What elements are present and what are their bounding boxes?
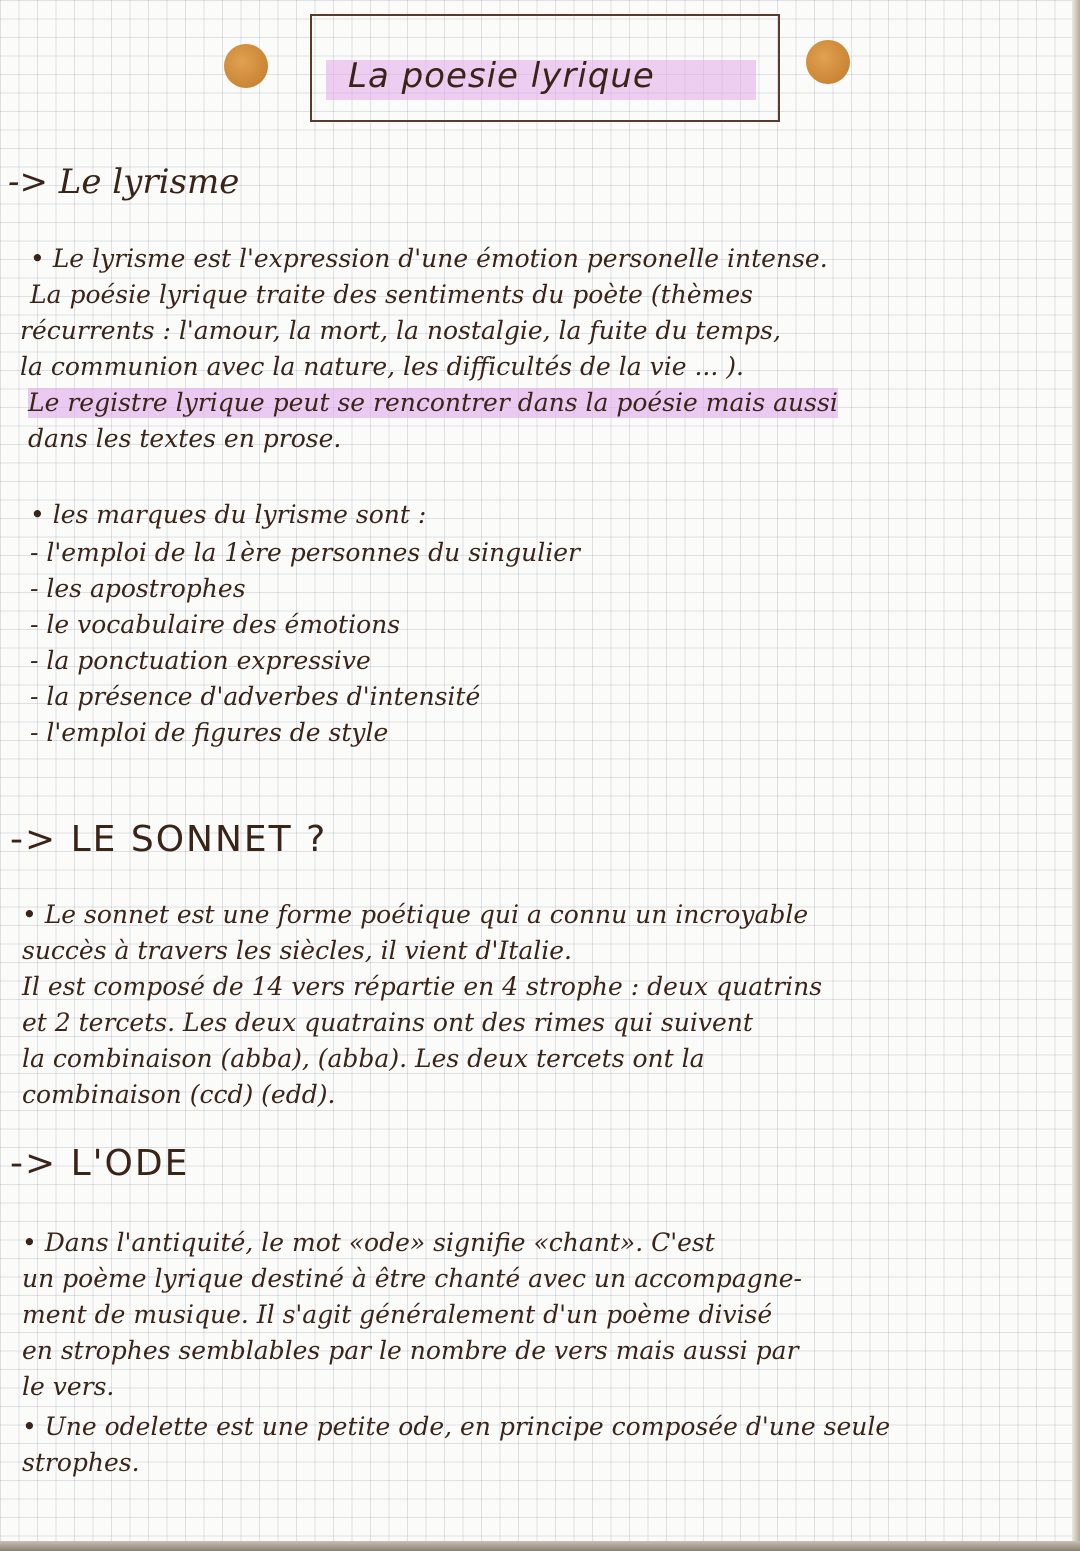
ode-line-2: un poème lyrique destiné à être chanté avec un accompagne- bbox=[22, 1264, 802, 1293]
sonnet-line-1: • Le sonnet est une forme poétique qui a connu un incroyable bbox=[22, 900, 809, 929]
marks-item-5: - la présence d'adverbes d'intensité bbox=[30, 682, 481, 711]
marks-item-2: - les apostrophes bbox=[30, 574, 246, 603]
binder-hole-left-icon bbox=[224, 44, 268, 88]
sonnet-line-6: combinaison (ccd) (edd). bbox=[22, 1080, 336, 1109]
sonnet-line-3: Il est composé de 14 vers répartie en 4 strophe : deux quatrins bbox=[22, 972, 823, 1001]
ode-line-1: • Dans l'antiquité, le mot «ode» signifie «chant». C'est bbox=[22, 1228, 715, 1257]
ode-line-3: ment de musique. Il s'agit généralement d'un poème divisé bbox=[22, 1300, 773, 1329]
marks-item-4: - la ponctuation expressive bbox=[30, 646, 371, 675]
page-bottom-edge bbox=[0, 1541, 1080, 1551]
title-box bbox=[310, 14, 780, 122]
section-heading-ode: -> L'ODE bbox=[10, 1143, 190, 1184]
section-heading-lyrisme: -> Le lyrisme bbox=[8, 162, 240, 202]
marks-item-1: - l'emploi de la 1ère personnes du singulier bbox=[30, 538, 580, 567]
ode-line-5: le vers. bbox=[22, 1372, 115, 1401]
ode-line-6: • Une odelette est une petite ode, en principe composée d'une seule bbox=[22, 1412, 891, 1441]
lyrisme-line-3: récurrents : l'amour, la mort, la nostalgie, la fuite du temps, bbox=[20, 316, 781, 345]
marks-item-6: - l'emploi de figures de style bbox=[30, 718, 389, 747]
page-title: La poesie lyrique bbox=[348, 56, 655, 96]
sonnet-line-5: la combinaison (abba), (abba). Les deux tercets ont la bbox=[22, 1044, 705, 1073]
lyrisme-line-1: • Le lyrisme est l'expression d'une émotion personelle intense. bbox=[30, 244, 828, 273]
section-heading-sonnet: -> LE SONNET ? bbox=[10, 819, 328, 860]
ode-line-4: en strophes semblables par le nombre de vers mais aussi par bbox=[22, 1336, 799, 1365]
lyrisme-line-6: dans les textes en prose. bbox=[28, 424, 342, 453]
sonnet-line-4: et 2 tercets. Les deux quatrains ont des rimes qui suivent bbox=[22, 1008, 753, 1037]
marks-intro: • les marques du lyrisme sont : bbox=[30, 500, 427, 529]
marks-item-3: - le vocabulaire des émotions bbox=[30, 610, 401, 639]
page-edge bbox=[1072, 0, 1080, 1551]
lyrisme-line-4: la communion avec la nature, les difficultés de la vie ... ). bbox=[20, 352, 744, 381]
ode-line-7: strophes. bbox=[22, 1448, 140, 1477]
sonnet-line-2: succès à travers les siècles, il vient d'Italie. bbox=[22, 936, 572, 965]
binder-hole-right-icon bbox=[806, 40, 850, 84]
lyrisme-line-2: La poésie lyrique traite des sentiments du poète (thèmes bbox=[30, 280, 753, 309]
lyrisme-line-5: Le registre lyrique peut se rencontrer dans la poésie mais aussi bbox=[28, 388, 838, 417]
